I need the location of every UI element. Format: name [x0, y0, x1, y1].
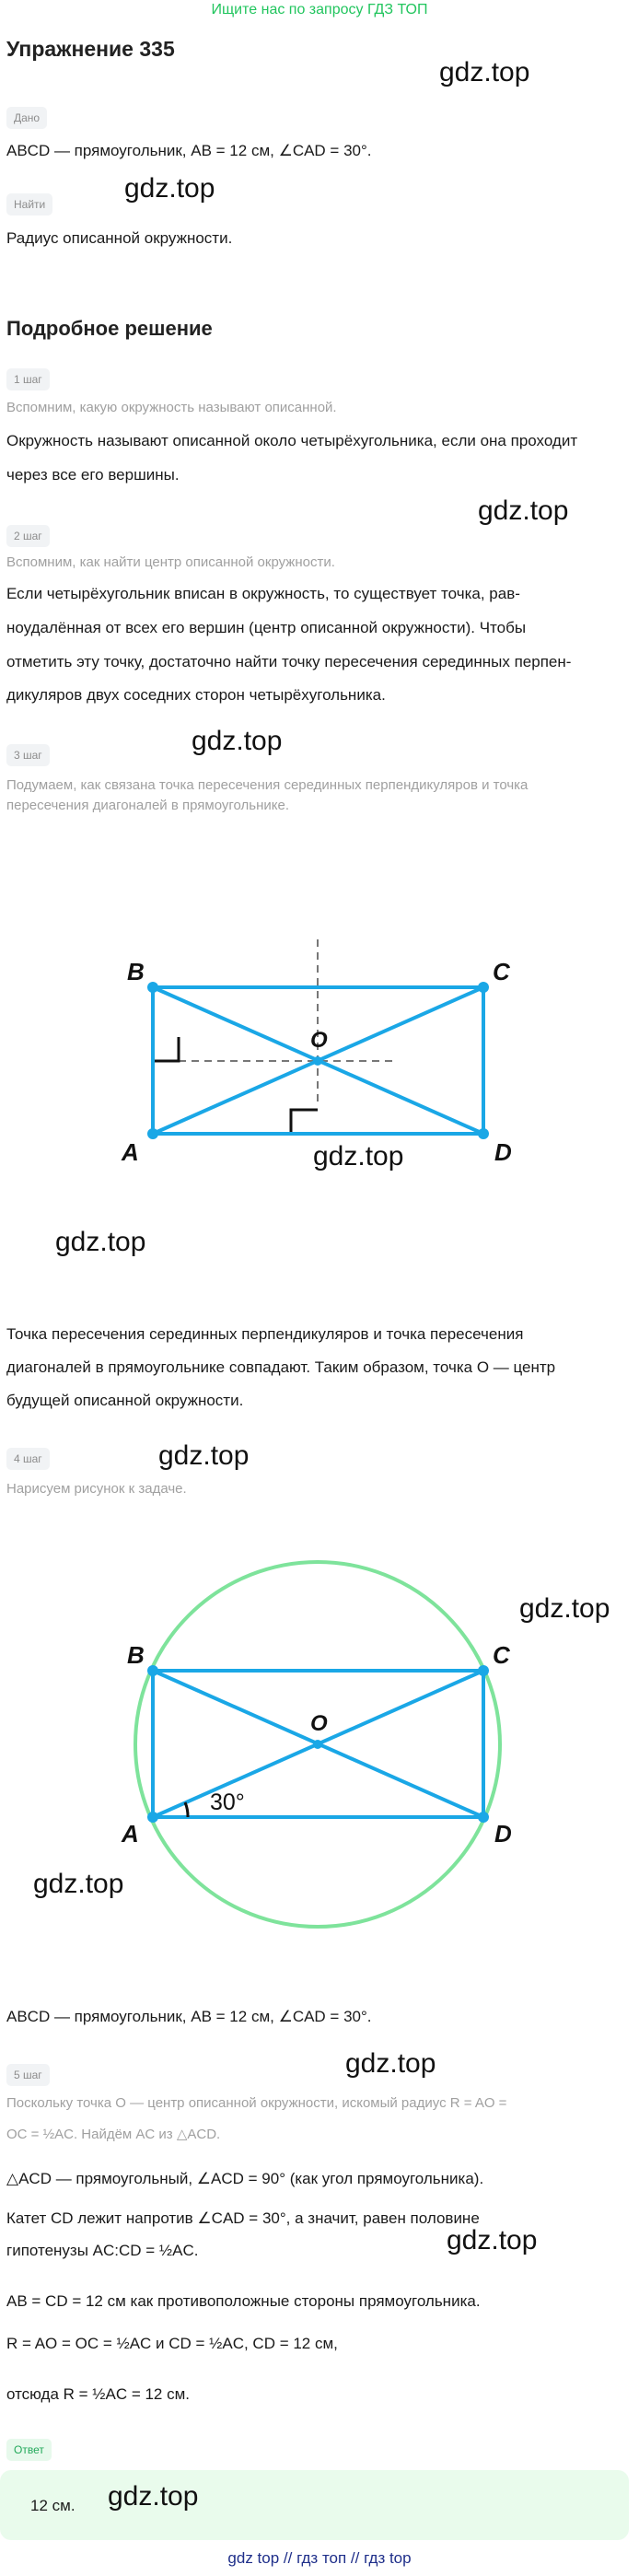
step-3-line: диагоналей в прямоугольнике совпадают. Таким образом, точка O — центр — [6, 1358, 556, 1376]
given-text: ABCD — прямоугольник, AB = 12 см, ∠CAD = 30°. — [6, 142, 372, 159]
step-4-after-text: ABCD — прямоугольник, AB = 12 см, ∠CAD = 30°. — [6, 2008, 372, 2025]
watermark: gdz.top — [124, 173, 215, 204]
step-3-hint: Подумаем, как связана точка пересечения серединных перпендикуляров и точка — [6, 777, 529, 793]
vertex-a-label: A — [122, 1138, 139, 1166]
footer-links[interactable]: gdz top // гдз топ // гдз top — [227, 2549, 412, 2567]
step-2-line: отметить эту точку, достаточно найти точку пересечения серединных перпен- — [6, 653, 572, 670]
step-1-line: Окружность называют описанной около четырёхугольника, если она проходит — [6, 432, 578, 449]
watermark: gdz.top — [313, 1141, 404, 1171]
vertex-c-label: C — [493, 958, 510, 985]
top-banner: Ищите нас по запросу ГДЗ ТОП — [211, 2, 428, 17]
step-3-hint: пересечения диагоналей в прямоугольнике. — [6, 798, 289, 813]
answer-box — [0, 2470, 629, 2540]
step-2-line: Если четырёхугольник вписан в окружность, то существует точка, рав- — [6, 585, 520, 602]
center-o-label: O — [310, 1711, 328, 1736]
step-5-hint: OC = ½AC. Найдём AC из △ACD. — [6, 2127, 221, 2142]
vertex-c-label: C — [493, 1641, 510, 1669]
page-title: Упражнение 335 — [6, 37, 175, 61]
vertex-d-label: D — [494, 1138, 512, 1166]
circle-figure — [0, 1529, 639, 1934]
step-2-line: дикуляров двух соседних сторон четырёхугольника. — [6, 686, 386, 704]
step-5-line: R = AO = OC = ½AC и CD = ½AC, CD = 12 см, — [6, 2335, 338, 2352]
answer-pill: Ответ — [6, 2439, 52, 2461]
step-5-hint: Поскольку точка O — центр описанной окружности, искомый радиус R = AO = — [6, 2095, 507, 2111]
step-2-line: ноудалённая от всех его вершин (центр описанной окружности). Чтобы — [6, 619, 527, 636]
watermark: gdz.top — [478, 495, 569, 526]
step-5-line: гипотенузы AC:CD = ½AC. — [6, 2242, 199, 2259]
step-4-pill: 4 шаг — [6, 1448, 50, 1470]
vertex-b-label: B — [127, 1641, 145, 1669]
watermark: gdz.top — [55, 1227, 146, 1257]
answer-text: 12 см. — [30, 2497, 76, 2514]
step-5-pill: 5 шаг — [6, 2064, 50, 2086]
step-1-hint: Вспомним, какую окружность называют описанной. — [6, 400, 337, 415]
find-pill: Найти — [6, 193, 52, 216]
step-3-pill: 3 шаг — [6, 744, 50, 766]
step-5-line: отсюда R = ½AC = 12 см. — [6, 2385, 191, 2403]
watermark: gdz.top — [447, 2225, 538, 2255]
find-text: Радиус описанной окружности. — [6, 229, 233, 247]
step-3-line: будущей описанной окружности. — [6, 1392, 244, 1409]
step-4-hint: Нарисуем рисунок к задаче. — [6, 1481, 187, 1497]
step-2-pill: 2 шаг — [6, 525, 50, 547]
watermark: gdz.top — [192, 726, 283, 756]
watermark: gdz.top — [158, 1440, 250, 1471]
solution-title: Подробное решение — [6, 317, 213, 340]
step-5-line: AB = CD = 12 см как противоположные стороны прямоугольника. — [6, 2292, 481, 2310]
vertex-b-label: B — [127, 958, 145, 985]
step-5-line: Катет CD лежит напротив ∠CAD = 30°, а значит, равен половине — [6, 2209, 480, 2227]
step-3-line: Точка пересечения серединных перпендикуляров и точка пересечения — [6, 1325, 524, 1343]
step-1-pill: 1 шаг — [6, 368, 50, 390]
vertex-a-label: A — [122, 1820, 139, 1847]
watermark: gdz.top — [33, 1869, 124, 1899]
watermark: gdz.top — [108, 2481, 199, 2512]
angle-label: 30° — [210, 1789, 245, 1815]
given-pill: Дано — [6, 107, 47, 129]
vertex-d-label: D — [494, 1820, 512, 1847]
step-5-line: △ACD — прямоугольный, ∠ACD = 90° (как угол прямоугольника). — [6, 2170, 484, 2187]
center-o-label: O — [310, 1028, 328, 1053]
step-1-line: через все его вершины. — [6, 466, 180, 484]
step-2-hint: Вспомним, как найти центр описанной окружности. — [6, 554, 335, 570]
watermark: gdz.top — [519, 1593, 610, 1624]
rectangle-figure — [0, 921, 639, 1179]
watermark: gdz.top — [345, 2048, 436, 2079]
watermark: gdz.top — [439, 57, 530, 87]
